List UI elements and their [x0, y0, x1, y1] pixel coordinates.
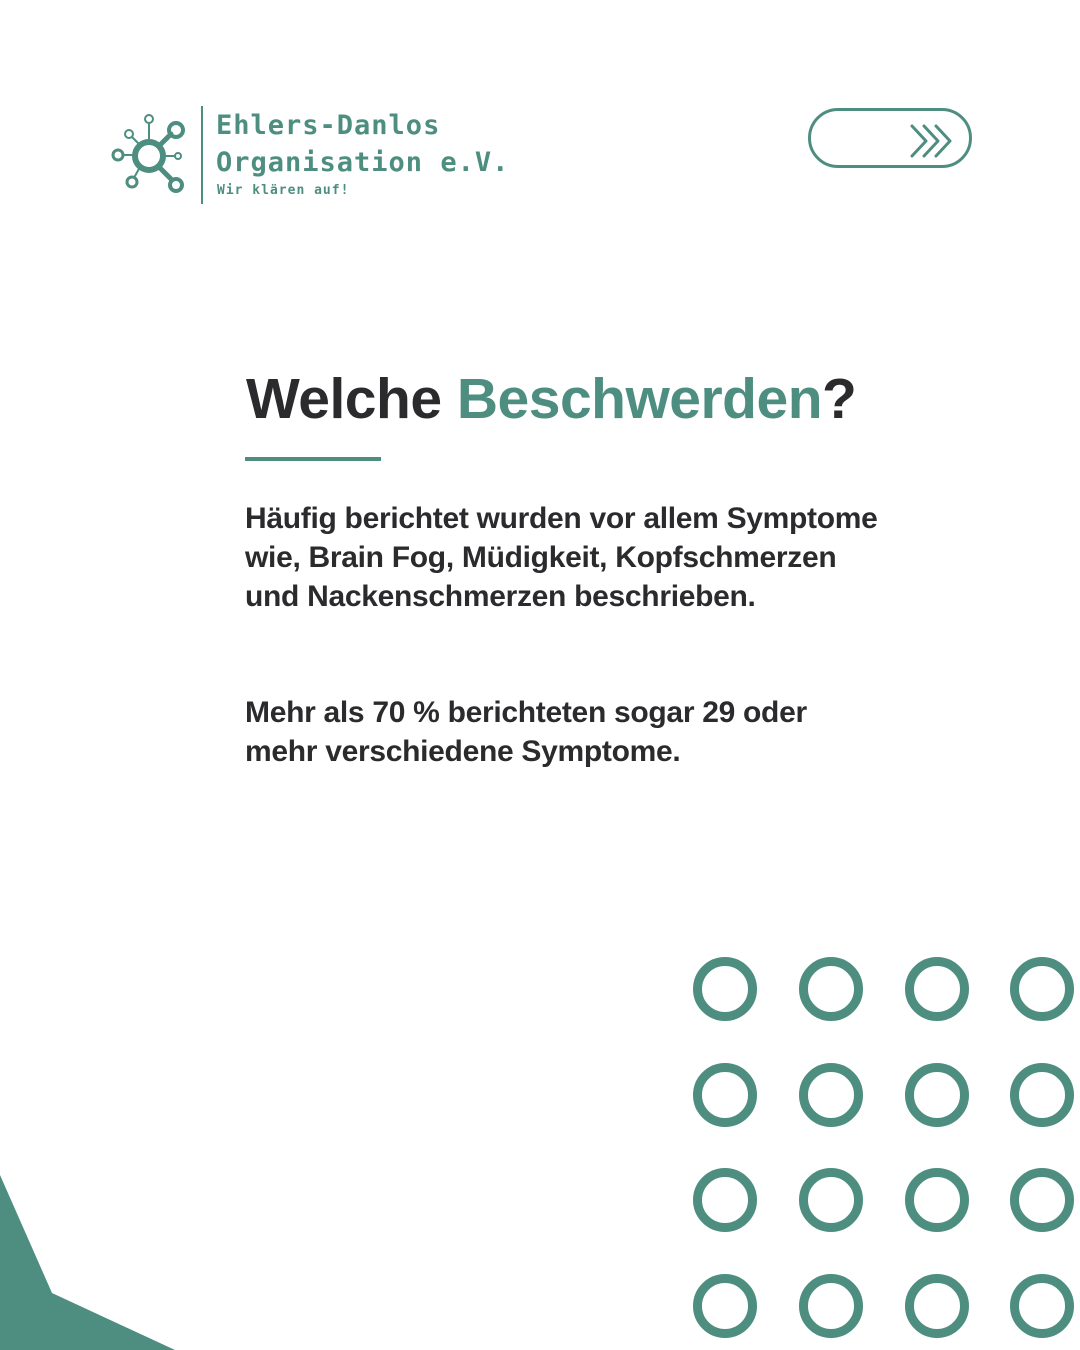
organization-name-line1: Ehlers-Danlos	[216, 110, 441, 141]
body-paragraph-statistic: Mehr als 70 % berichteten sogar 29 oder mehr verschiedene Symptome.	[245, 696, 807, 768]
logo-divider	[201, 106, 203, 204]
organization-name-line2: Organisation e.V.	[216, 147, 510, 178]
logo	[108, 106, 528, 206]
decorative-corner-shape	[0, 1170, 180, 1350]
decorative-ring	[1010, 1274, 1074, 1338]
decorative-ring	[799, 1063, 863, 1127]
decorative-ring	[693, 1063, 757, 1127]
title-question-mark: ?	[822, 367, 857, 431]
decorative-ring	[905, 1274, 969, 1338]
decorative-ring	[799, 1274, 863, 1338]
decorative-ring	[1010, 1063, 1074, 1127]
decorative-ring	[799, 1168, 863, 1232]
decorative-ring-grid	[692, 956, 1080, 1350]
organization-tagline: Wir klären auf!	[217, 183, 350, 198]
body-paragraph-symptoms: Häufig berichtet wurden vor allem Symptome wie, Brain Fog, Müdigkeit, Kopfschmerzen und Nackenschmerzen beschrieben.	[245, 502, 878, 613]
decorative-ring	[1010, 957, 1074, 1021]
title-underline	[245, 457, 381, 461]
next-slide-button[interactable]	[808, 108, 972, 168]
title-text: Welche	[246, 367, 457, 431]
decorative-ring	[799, 957, 863, 1021]
decorative-ring	[905, 957, 969, 1021]
decorative-ring	[693, 1168, 757, 1232]
decorative-ring	[693, 957, 757, 1021]
title-highlight: Beschwerden	[456, 367, 823, 431]
triple-chevron-right-icon	[909, 123, 955, 159]
molecule-network-icon	[108, 108, 190, 196]
decorative-ring	[905, 1168, 969, 1232]
page-title	[246, 366, 856, 432]
decorative-ring	[1010, 1168, 1074, 1232]
decorative-ring	[905, 1063, 969, 1127]
decorative-ring	[693, 1274, 757, 1338]
